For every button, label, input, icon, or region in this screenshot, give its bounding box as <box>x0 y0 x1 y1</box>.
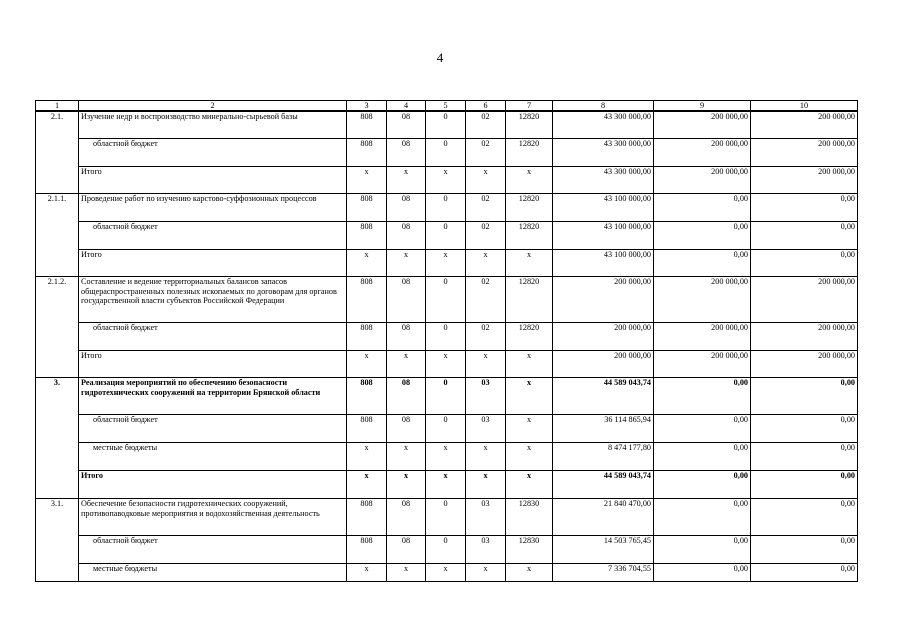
cell-col3: х <box>347 351 387 378</box>
cell-col10: 0,00 <box>751 194 858 222</box>
cell-col7: 12830 <box>506 499 553 536</box>
cell-col5: 0 <box>426 536 466 564</box>
cell-col3: х <box>347 564 387 582</box>
cell-col8: 200 000,00 <box>553 351 654 378</box>
cell-col5: 0 <box>426 323 466 351</box>
cell-col5: 0 <box>426 499 466 536</box>
cell-col4: х <box>387 471 426 499</box>
table-header-row <box>36 101 858 112</box>
table-row <box>36 167 858 194</box>
cell-col3: 808 <box>347 222 387 250</box>
cell-col6: 02 <box>466 323 506 351</box>
cell-col6: х <box>466 564 506 582</box>
cell-col10: 200 000,00 <box>751 351 858 378</box>
cell-col9: 200 000,00 <box>654 111 751 139</box>
row-name: Реализация мероприятий по обеспечению безопасности гидротехнических сооружений на территории Брянской области <box>79 378 347 415</box>
cell-col9: 0,00 <box>654 250 751 277</box>
column-header: 10 <box>751 101 858 112</box>
cell-col9: 200 000,00 <box>654 139 751 167</box>
budget-table <box>35 100 858 582</box>
column-header: 5 <box>426 101 466 112</box>
cell-col8: 14 503 765,45 <box>553 536 654 564</box>
cell-col9: 0,00 <box>654 536 751 564</box>
row-number: 2.1. <box>36 111 79 194</box>
cell-col4: 08 <box>387 499 426 536</box>
cell-col10: 0,00 <box>751 564 858 582</box>
cell-col7: х <box>506 443 553 471</box>
cell-col5: 0 <box>426 415 466 443</box>
row-number: 2.1.2. <box>36 277 79 378</box>
cell-col10: 0,00 <box>751 250 858 277</box>
cell-col9: 0,00 <box>654 564 751 582</box>
cell-col8: 43 100 000,00 <box>553 250 654 277</box>
page-number: 4 <box>436 50 444 65</box>
cell-col7: х <box>506 471 553 499</box>
cell-col4: 08 <box>387 277 426 323</box>
cell-col8: 200 000,00 <box>553 277 654 323</box>
cell-col3: 808 <box>347 194 387 222</box>
cell-col4: х <box>387 564 426 582</box>
cell-col5: х <box>426 351 466 378</box>
cell-col8: 21 840 470,00 <box>553 499 654 536</box>
cell-col6: 02 <box>466 194 506 222</box>
cell-col9: 0,00 <box>654 378 751 415</box>
cell-col7: х <box>506 378 553 415</box>
row-name: Итого <box>79 167 347 194</box>
cell-col7: 12820 <box>506 222 553 250</box>
cell-col10: 0,00 <box>751 378 858 415</box>
cell-col10: 200 000,00 <box>751 323 858 351</box>
cell-col6: х <box>466 471 506 499</box>
column-header: 1 <box>36 101 79 112</box>
cell-col4: 08 <box>387 139 426 167</box>
row-name: областной бюджет <box>79 536 347 564</box>
cell-col4: 08 <box>387 222 426 250</box>
row-name: Обеспечение безопасности гидротехнических сооружений, противопаводковые мероприятия и водохозяйственная деятельность <box>79 499 347 536</box>
table-row <box>36 536 858 564</box>
cell-col3: 808 <box>347 139 387 167</box>
cell-col6: х <box>466 167 506 194</box>
row-name: Итого <box>79 351 347 378</box>
table-row <box>36 415 858 443</box>
cell-col10: 0,00 <box>751 471 858 499</box>
cell-col7: 12820 <box>506 194 553 222</box>
cell-col9: 0,00 <box>654 499 751 536</box>
row-name: областной бюджет <box>79 415 347 443</box>
cell-col8: 7 336 704,55 <box>553 564 654 582</box>
cell-col6: 03 <box>466 536 506 564</box>
cell-col9: 0,00 <box>654 471 751 499</box>
table-row <box>36 471 858 499</box>
table-row <box>36 277 858 323</box>
cell-col4: 08 <box>387 194 426 222</box>
cell-col10: 200 000,00 <box>751 139 858 167</box>
cell-col5: х <box>426 471 466 499</box>
column-header: 6 <box>466 101 506 112</box>
row-name: Составление и ведение территориальных балансов запасов общераспространенных полезных ископаемых по договорам для органов государственной власти субъектов Российской Федерации <box>79 277 347 323</box>
cell-col7: 12820 <box>506 111 553 139</box>
cell-col9: 200 000,00 <box>654 167 751 194</box>
row-name: Изучение недр и воспроизводство минерально-сырьевой базы <box>79 111 347 139</box>
cell-col8: 43 300 000,00 <box>553 111 654 139</box>
cell-col9: 0,00 <box>654 194 751 222</box>
table-row <box>36 111 858 139</box>
table-row <box>36 222 858 250</box>
cell-col4: 08 <box>387 415 426 443</box>
cell-col6: х <box>466 443 506 471</box>
cell-col4: х <box>387 443 426 471</box>
cell-col6: х <box>466 250 506 277</box>
cell-col8: 36 114 865,94 <box>553 415 654 443</box>
row-name: областной бюджет <box>79 323 347 351</box>
cell-col6: 02 <box>466 111 506 139</box>
cell-col4: 08 <box>387 323 426 351</box>
cell-col4: 08 <box>387 378 426 415</box>
cell-col9: 0,00 <box>654 415 751 443</box>
cell-col9: 200 000,00 <box>654 351 751 378</box>
cell-col3: 808 <box>347 378 387 415</box>
row-number: 2.1.1. <box>36 194 79 277</box>
cell-col6: 03 <box>466 499 506 536</box>
column-header: 7 <box>506 101 553 112</box>
cell-col4: х <box>387 250 426 277</box>
cell-col5: 0 <box>426 139 466 167</box>
row-name: областной бюджет <box>79 139 347 167</box>
cell-col9: 0,00 <box>654 222 751 250</box>
cell-col5: 0 <box>426 277 466 323</box>
cell-col3: 808 <box>347 277 387 323</box>
cell-col8: 43 300 000,00 <box>553 167 654 194</box>
row-name: местные бюджеты <box>79 564 347 582</box>
cell-col6: х <box>466 351 506 378</box>
cell-col3: 808 <box>347 323 387 351</box>
cell-col10: 0,00 <box>751 443 858 471</box>
table-row <box>36 323 858 351</box>
table-row <box>36 378 858 415</box>
table-row <box>36 564 858 582</box>
cell-col3: х <box>347 471 387 499</box>
cell-col3: 808 <box>347 499 387 536</box>
cell-col5: х <box>426 250 466 277</box>
cell-col8: 8 474 177,80 <box>553 443 654 471</box>
cell-col6: 03 <box>466 415 506 443</box>
cell-col10: 200 000,00 <box>751 111 858 139</box>
cell-col8: 43 100 000,00 <box>553 194 654 222</box>
cell-col9: 200 000,00 <box>654 277 751 323</box>
column-header: 3 <box>347 101 387 112</box>
cell-col7: х <box>506 564 553 582</box>
row-number: 3.1. <box>36 499 79 582</box>
cell-col6: 02 <box>466 277 506 323</box>
table-row <box>36 351 858 378</box>
cell-col3: х <box>347 443 387 471</box>
cell-col3: 808 <box>347 415 387 443</box>
row-name: Проведение работ по изучению карстово-суффозионных процессов <box>79 194 347 222</box>
cell-col5: х <box>426 443 466 471</box>
cell-col4: х <box>387 351 426 378</box>
cell-col10: 200 000,00 <box>751 277 858 323</box>
table-row <box>36 250 858 277</box>
cell-col5: х <box>426 564 466 582</box>
column-header: 4 <box>387 101 426 112</box>
row-number: 3. <box>36 378 79 499</box>
cell-col7: 12820 <box>506 277 553 323</box>
cell-col3: 808 <box>347 111 387 139</box>
cell-col3: 808 <box>347 536 387 564</box>
table-row <box>36 499 858 536</box>
cell-col4: х <box>387 167 426 194</box>
cell-col5: 0 <box>426 378 466 415</box>
column-header: 2 <box>79 101 347 112</box>
cell-col5: 0 <box>426 111 466 139</box>
cell-col9: 0,00 <box>654 443 751 471</box>
cell-col8: 44 589 043,74 <box>553 378 654 415</box>
cell-col10: 0,00 <box>751 499 858 536</box>
cell-col7: х <box>506 415 553 443</box>
cell-col5: 0 <box>426 194 466 222</box>
table-row <box>36 139 858 167</box>
row-name: Итого <box>79 471 347 499</box>
cell-col10: 0,00 <box>751 415 858 443</box>
cell-col7: 12820 <box>506 323 553 351</box>
cell-col9: 200 000,00 <box>654 323 751 351</box>
row-name: Итого <box>79 250 347 277</box>
cell-col8: 200 000,00 <box>553 323 654 351</box>
cell-col10: 0,00 <box>751 536 858 564</box>
cell-col6: 02 <box>466 222 506 250</box>
cell-col8: 43 100 000,00 <box>553 222 654 250</box>
cell-col4: 08 <box>387 536 426 564</box>
cell-col5: 0 <box>426 222 466 250</box>
row-name: местные бюджеты <box>79 443 347 471</box>
cell-col3: х <box>347 167 387 194</box>
cell-col10: 200 000,00 <box>751 167 858 194</box>
table-row <box>36 194 858 222</box>
cell-col6: 03 <box>466 378 506 415</box>
cell-col3: х <box>347 250 387 277</box>
cell-col7: х <box>506 250 553 277</box>
column-header: 9 <box>654 101 751 112</box>
cell-col7: х <box>506 167 553 194</box>
cell-col5: х <box>426 167 466 194</box>
cell-col10: 0,00 <box>751 222 858 250</box>
table-row <box>36 443 858 471</box>
cell-col4: 08 <box>387 111 426 139</box>
cell-col7: х <box>506 351 553 378</box>
cell-col6: 02 <box>466 139 506 167</box>
cell-col8: 43 300 000,00 <box>553 139 654 167</box>
column-header: 8 <box>553 101 654 112</box>
cell-col8: 44 589 043,74 <box>553 471 654 499</box>
cell-col7: 12820 <box>506 139 553 167</box>
row-name: областной бюджет <box>79 222 347 250</box>
cell-col7: 12830 <box>506 536 553 564</box>
